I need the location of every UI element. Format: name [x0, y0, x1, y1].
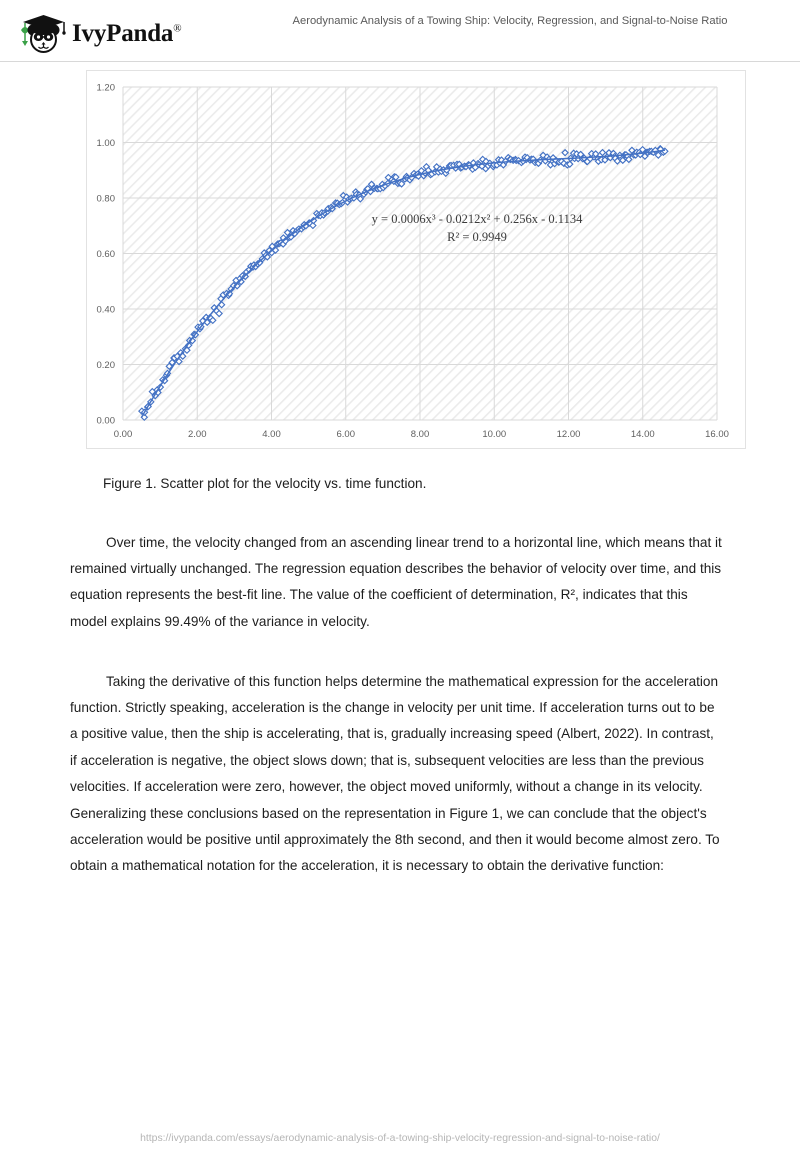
x-tick-label: 16.00 — [705, 429, 729, 440]
r-squared-text: R² = 0.9949 — [447, 230, 507, 244]
page-header — [0, 0, 800, 62]
x-tick-label: 0.00 — [113, 429, 133, 440]
plot-area — [123, 87, 717, 420]
page-title: Aerodynamic Analysis of a Towing Ship: Velocity, Regression, and Signal-to-Noise Ratio — [292, 15, 728, 27]
body-paragraph-1: Over time, the velocity changed from an ascending linear trend to a horizontal line, which means that it remained virtually unchanged. The regression equation describes the behavior of velocity over time, and this equation represents the best-fit line. The value of the coefficient of determination, R², indicates that this model explains 99.49% of the variance in velocity. — [70, 534, 722, 629]
y-tick-label: 1.20 — [96, 82, 115, 94]
x-axis-tick-labels — [114, 429, 729, 440]
x-tick-label: 14.00 — [630, 429, 655, 440]
equation-text: y = 0.0006x³ - 0.0212x² + 0.256x - 0.1134 — [371, 212, 583, 226]
y-tick-label: 0.40 — [96, 304, 115, 316]
y-tick-label: 0.60 — [96, 248, 115, 260]
x-tick-label: 6.00 — [336, 429, 355, 440]
panda-graduate-icon — [14, 12, 66, 56]
figure-caption: Figure 1. Scatter plot for the velocity vs. time function. — [103, 476, 427, 491]
figure-1-chart — [86, 70, 746, 449]
y-tick-label: 0.80 — [96, 193, 115, 205]
y-tick-label: 1.00 — [96, 137, 115, 149]
header-divider — [0, 61, 800, 62]
page-footer — [0, 1128, 800, 1146]
x-tick-label: 12.00 — [556, 429, 581, 440]
registered-mark: ® — [173, 22, 182, 35]
scatter-chart — [87, 71, 745, 448]
source-url-link[interactable]: https://ivypanda.com/essays/aerodynamic-analysis-of-a-towing-ship-velocity-regression-and-signal-to-noise-ratio/ — [140, 1133, 660, 1144]
brand-logo[interactable] — [14, 12, 204, 56]
brand-wordmark — [72, 20, 181, 48]
body-paragraph-2: Taking the derivative of this function helps determine the mathematical expression for the acceleration function. Strictly speaking, acceleration is the change in velocity per unit time. If acceleration turns out to be a positive value, then the ship is accelerating, that is, gradually increasing speed (Albert, 2022). In contrast, if acceleration is negative, the object slows down; that is, subsequent velocities are less than the previous velocities. If acceleration were zero, however, the object moved uniformly, without a change in its velocity. Generalizing these conclusions based on the representation in Figure 1, we can conclude that the object's acceleration would be positive until approximately the 8th second, and then it would become almost zero. To obtain a mathematical notation for the acceleration, it is necessary to obtain the derivative function: — [70, 673, 720, 874]
brand-name-text: IvyPanda — [72, 20, 174, 47]
x-tick-label: 4.00 — [262, 429, 281, 440]
y-tick-label: 0.20 — [96, 359, 115, 371]
x-tick-label: 10.00 — [482, 429, 507, 440]
y-tick-label: 0.00 — [96, 415, 115, 427]
x-tick-label: 2.00 — [188, 429, 207, 440]
x-tick-label: 8.00 — [410, 429, 430, 440]
